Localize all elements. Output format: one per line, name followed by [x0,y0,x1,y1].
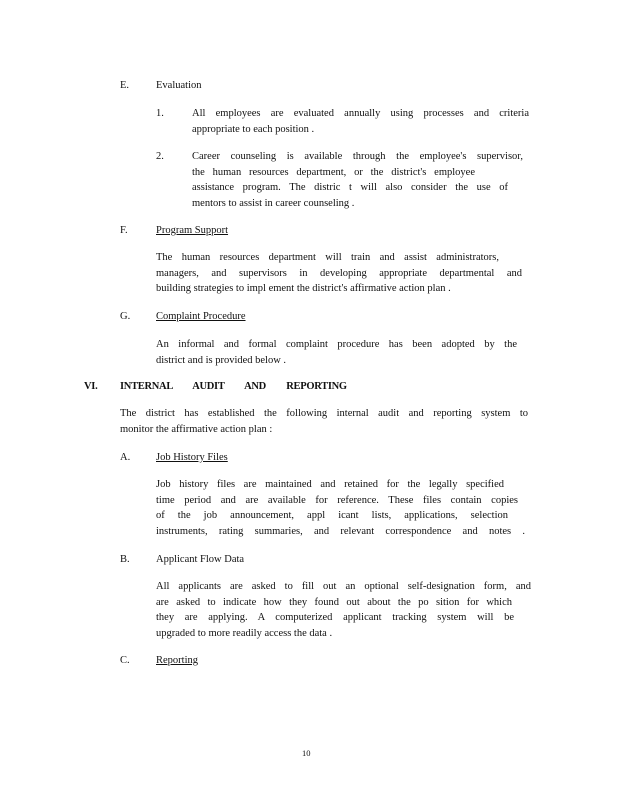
text-line: instruments, rating summaries, and relevant correspondence and notes . [156,525,525,537]
text-line: The human resources department will train and assist administrators, [156,252,499,263]
text-line: monitor the affirmative action plan : [120,423,273,435]
section-g-text [156,337,517,368]
section-f-title: Program Support [156,225,229,236]
section-a-text [156,477,525,539]
item-e1-text [192,106,529,137]
section-a-letter: A. [120,452,131,463]
section-vi-numeral: VI. [84,381,98,392]
section-b-text [156,579,531,641]
text-line: managers, and supervisors in developing appropriate departmental and [156,267,522,279]
section-vi-title: INTERNAL AUDIT AND REPORTING [120,381,347,392]
page-number: 10 [302,748,311,758]
text-line: appropriate to each position . [192,123,315,135]
section-a-title: Job History Files [156,452,228,463]
section-c-title: Reporting [156,655,198,666]
section-e-letter: E. [120,80,130,91]
text-line: All employees are evaluated annually using processes and criteria [192,108,529,119]
section-f-letter: F. [120,225,128,236]
text-line: The district has established the following internal audit and reporting system to [120,408,528,419]
text-line: assistance program. The distric t will also consider the use of [192,182,508,193]
section-f-text [156,250,522,297]
section-b-letter: B. [120,554,130,565]
text-line: upgraded to more readily access the data . [156,627,333,639]
text-line: time period and are available for reference. These files contain copies [156,494,518,506]
section-g-letter: G. [120,311,131,322]
section-b-title: Applicant Flow Data [156,554,245,565]
text-line: All applicants are asked to fill out an optional self-designation form, and [156,581,531,592]
section-e-title: Evaluation [156,80,202,91]
text-line: building strategies to impl ement the district's affirmative action plan . [156,283,451,294]
text-line: district and is provided below . [156,354,287,366]
text-line: Career counseling is available through the employee's supervisor, [192,151,523,162]
item-e2-number: 2. [156,151,164,162]
item-e1-number: 1. [156,108,164,119]
text-line: of the job announcement, appl icant lists, applications, selection [156,510,508,521]
section-c-letter: C. [120,655,130,666]
text-line: the human resources department, or the district's employee [192,166,475,178]
text-line: Job history files are maintained and retained for the legally specified [156,479,504,490]
text-line: are asked to indicate how they found out about the po sition for which [156,596,512,608]
text-line: they are applying. A computerized applicant tracking system will be [156,612,514,623]
item-e2-text [192,149,523,211]
text-line: mentors to assist in career counseling . [192,197,355,209]
section-vi-text [120,406,528,437]
text-line: An informal and formal complaint procedure has been adopted by the [156,339,517,350]
section-g-title: Complaint Procedure [156,311,246,322]
